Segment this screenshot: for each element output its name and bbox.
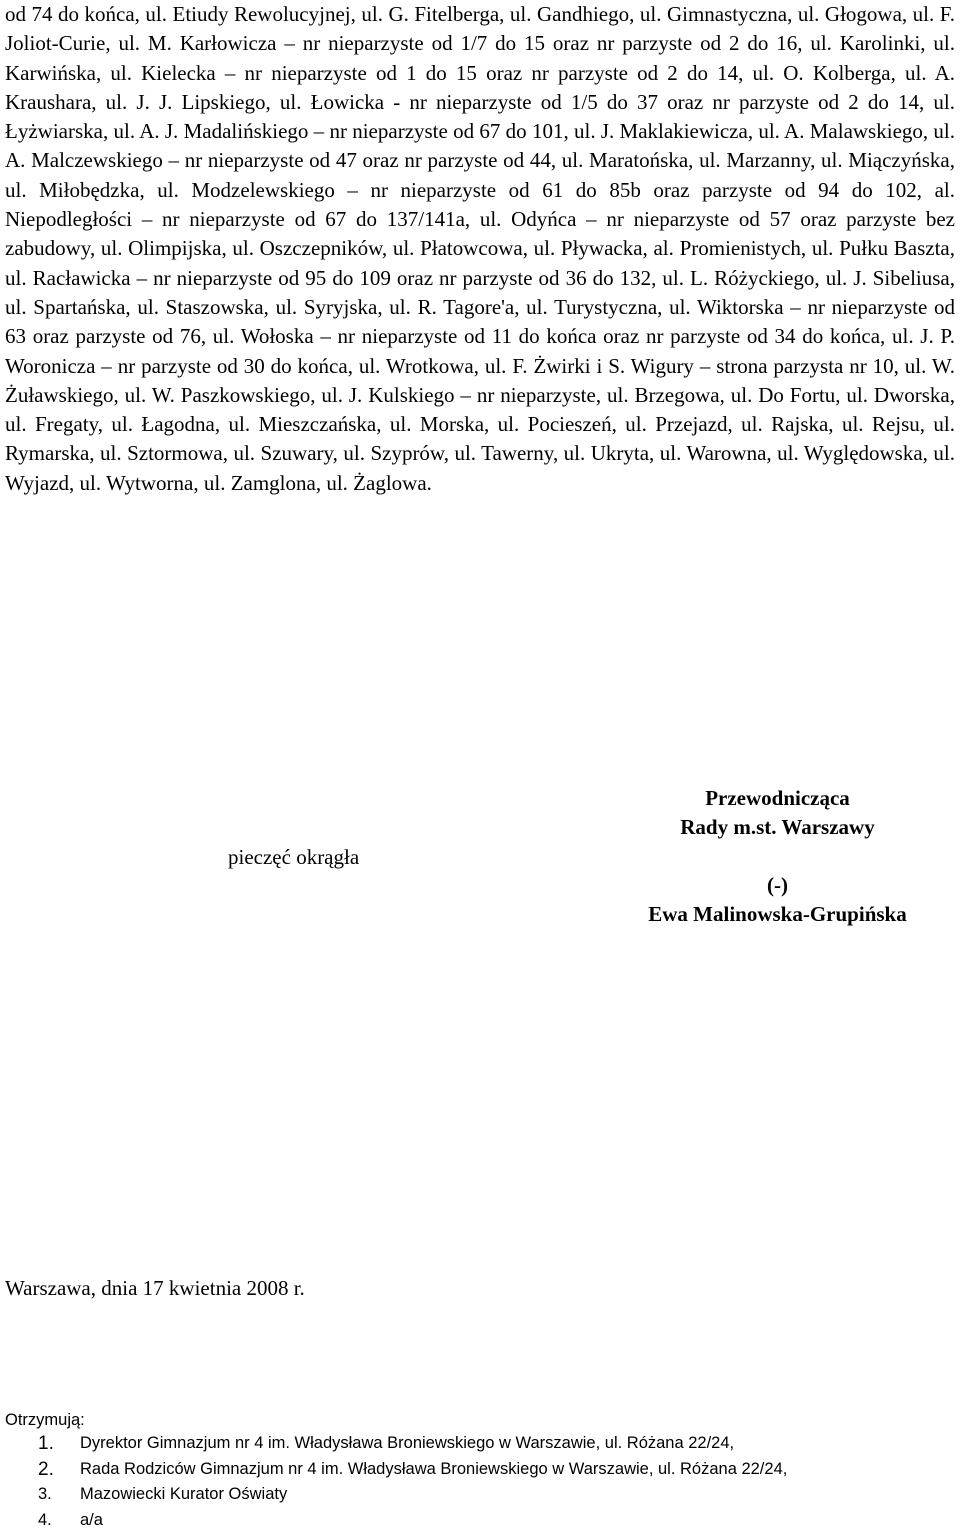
list-item-text: Rada Rodziców Gimnazjum nr 4 im. Władysława Broniewskiego w Warszawie, ul. Różana 22/24, <box>80 1459 788 1478</box>
list-item <box>5 1431 735 1457</box>
list-item <box>5 1457 788 1483</box>
recipients-heading: Otrzymują: <box>5 1411 85 1429</box>
signature-spacer <box>615 842 940 871</box>
signatory-name: Ewa Malinowska-Grupińska <box>648 902 907 926</box>
list-item <box>5 1508 103 1534</box>
street-list-paragraph: od 74 do końca, ul. Etiudy Rewolucyjnej, ul. G. Fitelberga, ul. Gandhiego, ul. Gimnastyczna, ul. Głogowa, ul. F. Joliot-Curie, ul. M. Karłowicza – nr nieparzyste od 1/7 do 15 oraz nr parzyste od 2 do 16, ul. Karolinki, ul. Karwińska, ul. Kielecka – nr nieparzyste od 1 do 15 oraz nr parzyste od 2 do 14, ul. O. Kolberga, ul. A. Kraushara, ul. J. J. Lipskiego, ul. Łowicka - nr nieparzyste od 1/5 do 37 oraz nr parzyste od 2 do 14, ul. Łyżwiarska, ul. A. J. Madalińskiego – nr nieparzyste od 67 do 101, ul. J. Maklakiewicza, ul. A. Malawskiego, ul. A. Malczewskiego – nr nieparzyste od 47 oraz nr parzyste od 44, ul. Maratońska, ul. Marzanny, ul. Miączyńska, ul. Miłobędzka, ul. Modzelewskiego – nr nieparzyste od 61 do 85b oraz parzyste od 94 do 102, al. Niepodległości – nr nieparzyste od 67 do 137/141a, ul. Odyńca – nr nieparzyste od 57 oraz parzyste bez zabudowy, ul. Olimpijska, ul. Oszczepników, ul. Płatowcowa, ul. Pływacka, al. Promienistych, ul. Pułku Baszta, ul. Racławicka – nr nieparzyste od 95 do 109 oraz nr parzyste od 36 do 132, ul. L. Różyckiego, ul. J. Sibeliusa, ul. Spartańska, ul. Staszowska, ul. Syryjska, ul. R. Tagore'a, ul. Turystyczna, ul. Wiktorska – nr nieparzyste od 63 oraz parzyste od 76, ul. Wołoska – nr nieparzyste od 11 do końca oraz nr parzyste od 34 do końca, ul. J. P. Woronicza – nr parzyste od 30 do końca, ul. Wrotkowa, ul. F. Żwirki i S. Wigury – strona parzysta nr 10, ul. W. Żuławskiego, ul. W. Paszkowskiego, ul. J. Kulskiego – nr nieparzyste, ul. Brzegowa, ul. Do Fortu, ul. Dworska, ul. Fregaty, ul. Łagodna, ul. Mieszczańska, ul. Morska, ul. Pocieszeń, ul. Przejazd, ul. Rajska, ul. Rejsu, ul. Rymarska, ul. Sztormowa, ul. Szuwary, ul. Szyprów, ul. Tawerny, ul. Ukryta, ul. Warowna, ul. Wyględowska, ul. Wyjazd, ul. Wytworna, ul. Zamglona, ul. Żaglowa. <box>5 2 955 495</box>
signature-title-line1: Przewodnicząca <box>705 786 850 810</box>
list-item-text: a/a <box>80 1510 103 1529</box>
signature-title-line2: Rady m.st. Warszawy <box>680 815 875 839</box>
stamp-placeholder: pieczęć okrągła <box>228 845 360 869</box>
signature-signed-mark: (-) <box>767 873 788 897</box>
place-and-date: Warszawa, dnia 17 kwietnia 2008 r. <box>5 1276 305 1300</box>
list-item <box>5 1482 288 1508</box>
list-item-number: 4. <box>38 1510 52 1529</box>
list-item-text: Mazowiecki Kurator Oświaty <box>80 1485 288 1503</box>
list-item-number: 3. <box>38 1485 52 1503</box>
list-item-text: Dyrektor Gimnazjum nr 4 im. Władysława Broniewskiego w Warszawie, ul. Różana 22/24, <box>80 1434 735 1452</box>
list-item-number: 1. <box>38 1433 54 1454</box>
list-item-number: 2. <box>38 1458 54 1480</box>
recipients-section <box>5 1409 788 1533</box>
signature-block <box>615 784 940 929</box>
